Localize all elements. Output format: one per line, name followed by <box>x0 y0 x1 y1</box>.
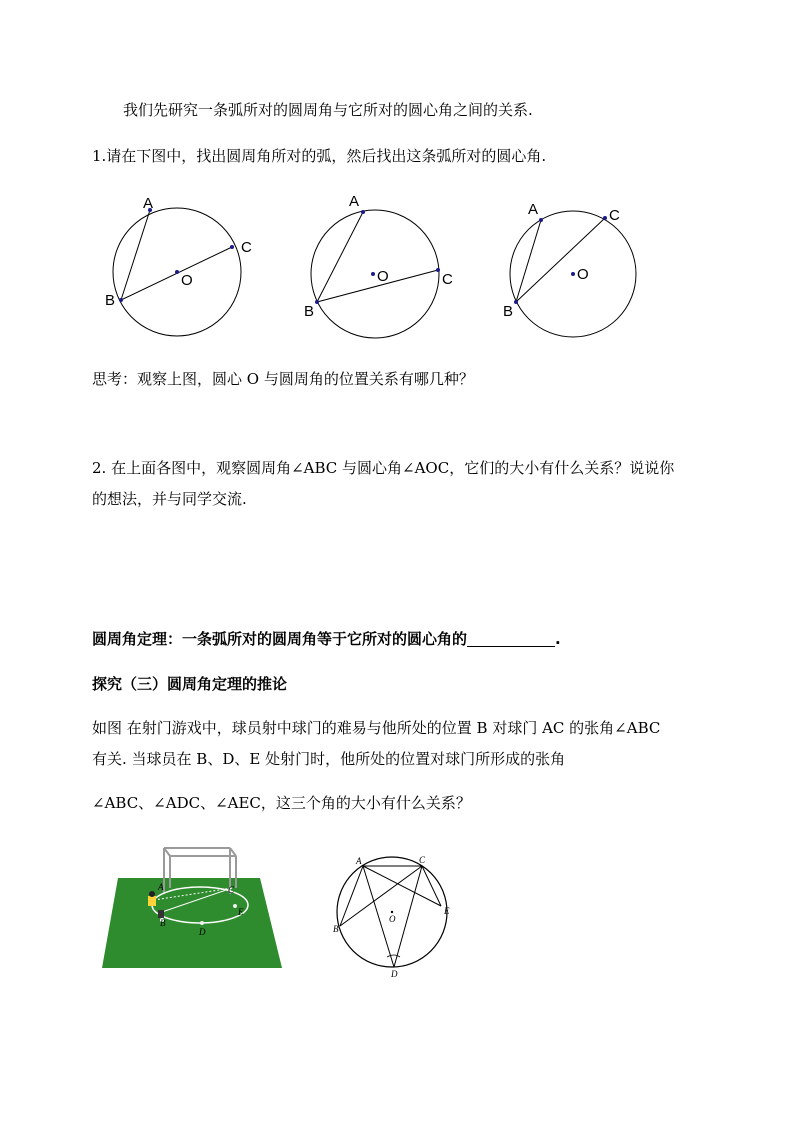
circle-figure-1 <box>100 190 250 350</box>
fig1-label-o: O <box>181 272 193 289</box>
fig3-label-b: B <box>503 303 514 320</box>
fig3-label-a: A <box>528 201 539 218</box>
intro-text: 我们先研究一条弧所对的圆周角与它所对的圆心角之间的关系. <box>123 101 533 119</box>
field-label-c: C <box>228 885 235 895</box>
section-title: 探究（三）圆周角定理的推论 <box>92 675 288 693</box>
soccer-field-figure <box>102 844 292 974</box>
theorem-text: 圆周角定理：一条弧所对的圆周角等于它所对的圆心角的 <box>92 630 468 648</box>
inscribed-angles-figure <box>330 852 460 982</box>
circle-label-o: O <box>389 914 396 924</box>
circle-label-d: D <box>391 969 398 979</box>
fig1-label-c: C <box>241 239 252 256</box>
question-2-line-1: 2. 在上面各图中，观察圆周角∠ABC 与圆心角∠AOC，它们的大小有什么关系？说说你 <box>92 459 675 477</box>
paragraph-line-1: 如图 在射门游戏中，球员射中球门的难易与他所处的位置 B 对球门 AC 的张角∠ABC <box>92 719 661 737</box>
theorem-blank <box>467 630 555 647</box>
fig3-label-c: C <box>609 207 620 224</box>
fig2-label-c: C <box>442 271 453 288</box>
fig2-label-b: B <box>304 303 315 320</box>
field-label-d: D <box>199 927 206 937</box>
think-question: 思考：观察上图，圆心 O 与圆周角的位置关系有哪几种？ <box>92 370 474 388</box>
circle-label-b: B <box>333 924 339 934</box>
field-label-b: B <box>160 918 166 928</box>
circle-label-c: C <box>419 855 426 865</box>
paragraph-line-2: 有关. 当球员在 B、D、E 处射门时，他所处的位置对球门所形成的张角 <box>92 750 566 768</box>
fig2-label-o: O <box>377 268 389 285</box>
circle-label-a: A <box>356 856 362 866</box>
fig2-label-a: A <box>349 193 360 210</box>
fig3-label-o: O <box>577 266 589 283</box>
fig1-label-a: A <box>143 195 154 212</box>
field-label-a: A <box>158 882 164 892</box>
question-1: 1.请在下图中，找出圆周角所对的弧，然后找出这条弧所对的圆心角. <box>92 147 547 165</box>
question-2-line-2: 的想法，并与同学交流. <box>92 490 247 508</box>
field-label-e: E <box>238 907 244 917</box>
fig1-label-b: B <box>105 292 116 309</box>
circle-figure-2 <box>300 190 453 350</box>
theorem-end: . <box>555 630 561 648</box>
circle-label-e: E <box>444 906 450 916</box>
circle-figure-3 <box>500 190 650 350</box>
theorem <box>92 628 561 650</box>
paragraph-line-3: ∠ABC、∠ADC、∠AEC，这三个角的大小有什么关系？ <box>92 794 471 812</box>
